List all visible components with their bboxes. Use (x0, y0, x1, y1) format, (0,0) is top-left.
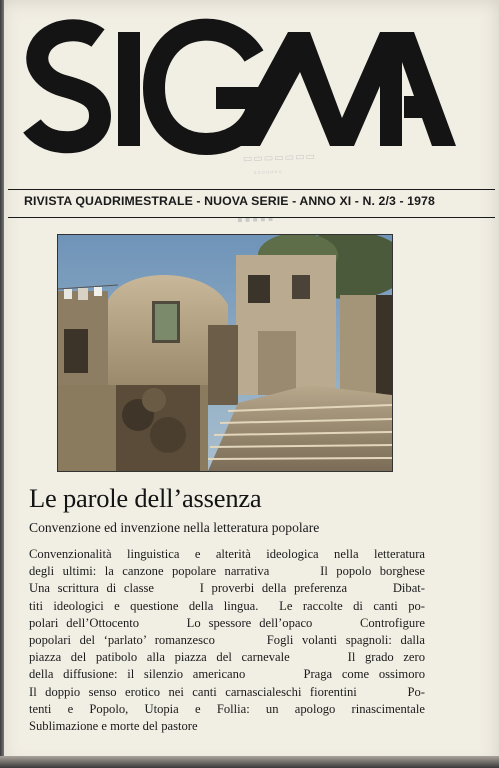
contents-line: Convenzionalità linguistica e alterità ideologica nella letteratura (29, 547, 425, 561)
cover-bottom-edge (0, 756, 499, 768)
contents-line: Una scrittura di classe I proverbi della preferenza Dibat- (29, 581, 425, 596)
header-rule-bottom (8, 217, 495, 218)
faded-library-stamp (231, 148, 364, 232)
magazine-subtitle: RIVISTA QUADRIMESTRALE - NUOVA SERIE - ANNO XI - N. 2/3 - 1978 (24, 194, 435, 208)
contents-line: piazza del patibolo alla piazza del carnevale Il grado zero (29, 650, 425, 665)
contents-line: titi ideologici e questione della lingua. Le raccolte di canti po- (29, 598, 425, 613)
contents-line: tenti e Popolo, Utopia e Follia: un apologo rinascimentale (29, 701, 425, 716)
cover-left-edge (0, 0, 4, 768)
stamp-line: ▪▪▪▪▪ (236, 210, 276, 230)
contents-line: popolari del ‘parlato’ romanzesco Fogli volanti spagnoli: dalla (29, 632, 425, 647)
issue-strapline: Convenzione ed invenzione nella letteratura popolare (29, 520, 320, 535)
cover-photo (57, 234, 393, 472)
contents-line: polari dell’Ottocento Lo spessore dell’opaco Controfigure (29, 615, 425, 630)
contents-line: della diffusione: il silenzio americano Praga come ossimoro (29, 667, 425, 682)
header-rule-top (8, 189, 495, 190)
contents-line: degli ultimi: la canzone popolare narrativa Il popolo borghese (29, 564, 425, 579)
contents-line: Il doppio senso erotico nei canti carnascialeschi fiorentini Po- (29, 684, 425, 699)
stamp-line: ▭▭▭▭▭▭▭ (242, 151, 317, 165)
contents-line: Sublimazione e morte del pastore (29, 718, 198, 733)
stamp-line: ▫▫▫▫▫▫▫ (253, 166, 283, 178)
photo-courtyard-stairs-icon (58, 235, 392, 471)
table-of-contents (29, 546, 425, 735)
issue-title: Le parole dell’assenza (29, 483, 262, 513)
